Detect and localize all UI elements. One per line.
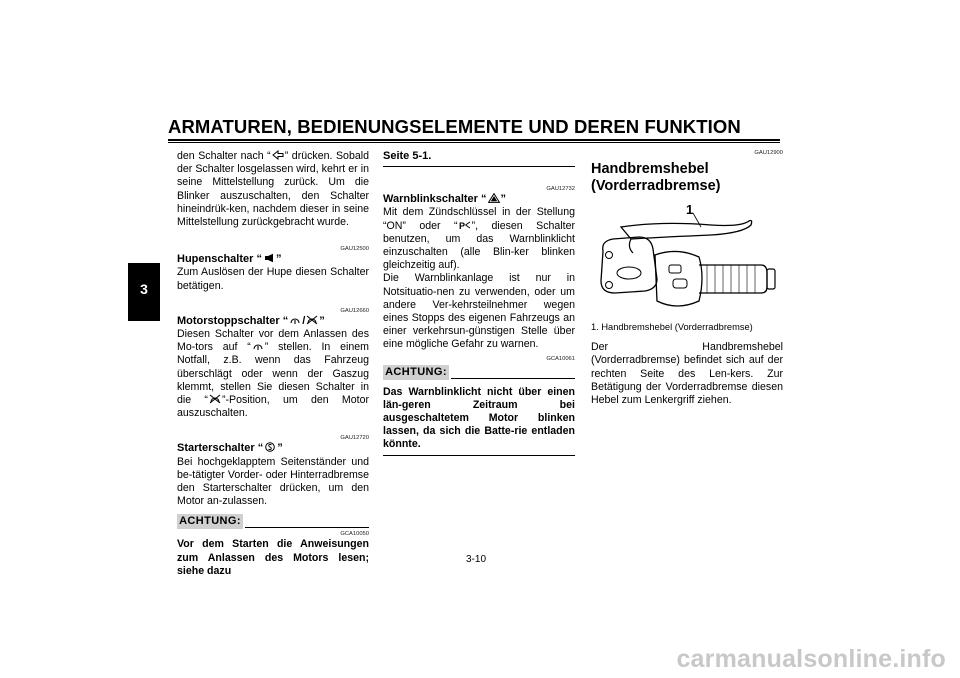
horn-icon: [263, 253, 275, 263]
section-code: GAU12732: [546, 186, 575, 193]
hazard-triangle-icon: [488, 193, 500, 203]
header-rule: [168, 139, 780, 141]
caution-rule: [245, 527, 369, 528]
continuation-text: Seite 5-1.: [383, 150, 432, 162]
brake-lever-text: Der Handbremshebel (Vorderradbremse) befindet sich auf der rechten Seite des Len-kers. Zur Betätigung der Vorderradbremse diesen Hebel zum Lenkergriff ziehen.: [591, 341, 783, 407]
caution-text: Vor dem Starten die Anweisungen zum Anlassen des Motors lesen; siehe dazu: [177, 538, 369, 577]
watermark: carmanualsonline.info: [676, 645, 946, 673]
caution-text: Das Warnblinklicht nicht über einen län-geren Zeitraum bei ausgeschaltetem Motor blinken lassen, da sich die Batte-rie entladen könnte.: [383, 385, 575, 451]
horn-text: Zum Auslösen der Hupe diesen Schalter betätigen.: [177, 266, 369, 292]
arrow-left-icon: [272, 150, 284, 160]
svg-text:P: P: [458, 220, 465, 230]
hazard-text: Mit dem Zündschlüssel in der Stellung “ON” oder “ P ”, diesen Schalter benutzen, um das Warnblinklicht einzuschalten (alle Blin-ker blinken gleichzeitig auf).: [383, 206, 575, 272]
figure-callout-1: 1: [686, 202, 694, 217]
caution-label: [177, 514, 369, 531]
caution-end-rule: [383, 166, 575, 167]
page-number: 3-10: [466, 554, 487, 565]
turn-signal-text: den Schalter nach “ ” drücken. Sobald der Schalter losgelassen wird, kehrt er in seine Mittelstellung zurück. Um die Blinker auszuschalten, den Schalter hineindrük-ken, nachdem dieser in seine Mittelstellung zurückgebracht wurde.: [177, 150, 369, 229]
parking-key-icon: [459, 220, 471, 230]
stop-text: Diesen Schalter vor dem Anlassen des Mo-tors auf “ ” stellen. In einem Notfall, z.B. wenn das Fahrzeug überschlägt oder wenn der Gaszug klemmt, stellen Sie diesen Schalter in die “ ”-Position, um den Motor auszuschalten.: [177, 328, 369, 420]
header-rule-thin: [168, 142, 780, 143]
engine-run-icon: [289, 315, 301, 325]
caution-label: [383, 365, 575, 382]
starter-icon: [264, 442, 276, 452]
engine-stop-icon: [306, 315, 318, 325]
engine-run-icon: [252, 341, 264, 351]
section-code: GAU12660: [340, 307, 369, 314]
starter-text: Bei hochgeklapptem Seitenständer und be-tätigter Vorder- oder Hinterradbremse den Starterschalter drücken, um den Motor an-zulassen.: [177, 455, 369, 508]
handlebar-illustration: [591, 201, 783, 317]
section-code: GAU12500: [340, 246, 369, 253]
caution-badge: ACHTUNG:: [177, 514, 243, 529]
stop-heading: Motorstoppschalter “ / ”: [177, 314, 325, 327]
caution-rule: [451, 378, 575, 379]
section-code: GCA10050: [340, 531, 369, 538]
horn-heading: Hupenschalter “ ”: [177, 253, 282, 266]
figure-caption: 1. Handbremshebel (Vorderradbremse): [591, 322, 753, 332]
engine-stop-icon: [209, 394, 221, 404]
hazard-heading: Warnblinkschalter “ ”: [383, 193, 507, 206]
section-code: GAU12720: [340, 435, 369, 442]
chapter-tab: [128, 263, 160, 321]
brake-lever-title-2: (Vorderradbremse): [591, 178, 721, 194]
caution-end-rule: [383, 455, 575, 456]
caution-badge: ACHTUNG:: [383, 365, 449, 380]
column-3: [591, 150, 783, 407]
brake-lever-figure: [591, 201, 783, 317]
brake-lever-title: Handbremshebel: [591, 161, 709, 177]
section-code: GCA10061: [546, 355, 575, 362]
chapter-tab-number: 3: [140, 281, 148, 297]
starter-heading: Starterschalter “ ”: [177, 442, 283, 455]
column-1: [177, 150, 369, 578]
page-title: ARMATUREN, BEDIENUNGSELEMENTE UND DEREN FUNKTION: [168, 116, 741, 137]
column-2: [383, 150, 575, 456]
hazard-text-2: Die Warnblinkanlage ist nur in Notsituatio-nen zu verwenden, oder um andere Ver-kehrsteilnehmer wegen eines Stopps des eigenen Fahrzeugs an einer verkehrsun-günstigen Stelle über eine mögliche Gefahr zu warnen.: [383, 272, 575, 351]
section-code: GAU12900: [754, 150, 783, 156]
